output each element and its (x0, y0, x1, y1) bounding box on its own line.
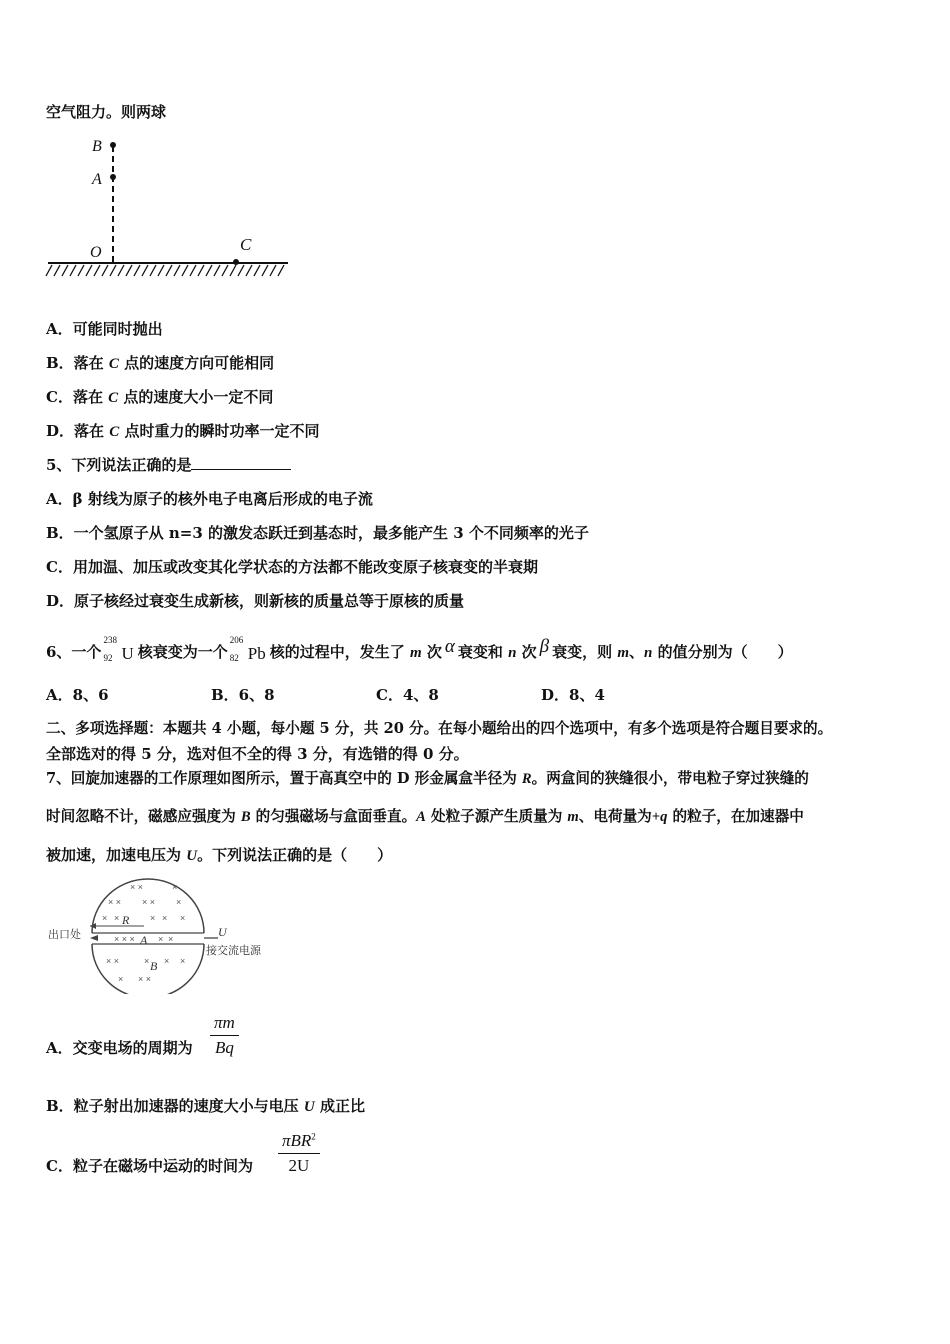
q7-line2: 时间忽略不计，磁感应强度为 B 的匀强磁场与盒面垂直。A 处粒子源产生质量为 m、电荷量为+q 的粒子，在加速器中 (46, 808, 804, 825)
q5-option-d: D．原子核经过衰变生成新核，则新核的质量总等于原核的质量 (46, 592, 465, 610)
label-b: B (92, 138, 102, 155)
svg-text:× ×: × × (106, 956, 120, 966)
q4-stem-tail: 空气阻力。则两球 (46, 103, 167, 121)
label-b: B (150, 959, 158, 973)
label-ac-source: 接交流电源 (206, 944, 261, 957)
q6-option-d: D．8、4 (541, 686, 605, 704)
label-u: U (218, 925, 227, 939)
label-o: O (90, 244, 102, 261)
svg-text:×: × (102, 913, 108, 923)
uranium-nuclide: 238 92 U (103, 635, 134, 663)
svg-text:×: × (114, 913, 120, 923)
svg-text:× ×: × × (142, 897, 156, 907)
q5-option-c: C．用加温、加压或改变其化学状态的方法都不能改变原子核衰变的半衰期 (46, 558, 538, 576)
q4-option-a: A．可能同时抛出 (46, 320, 163, 338)
q5-option-a: A．β 射线为原子的核外电子电离后形成的电子流 (46, 490, 373, 508)
svg-text:×: × (164, 956, 170, 966)
q6-options (46, 685, 706, 705)
q5-option-b: B．一个氢原子从 n=3 的激发态跃迁到基态时，最多能产生 3 个不同频率的光子 (46, 524, 589, 542)
svg-text:× ×: × × (130, 882, 144, 892)
q7-line3: 被加速，加速电压为 U。下列说法正确的是（ ） (46, 846, 393, 864)
q4-option-d: D．落在 C 点时重力的瞬时功率一定不同 (46, 422, 320, 440)
q6-stem: 6、一个 238 92 U 核衰变为一个 206 82 Pb 核的过程中，发生了 m 次 α 衰变和 n 次 β 衰变，则 m、n 的值分别为（ ） (46, 635, 793, 663)
label-a: A (92, 171, 102, 188)
answer-blank (191, 455, 291, 470)
q6-option-b: B．6、8 (211, 686, 275, 704)
q7-line1: 7、回旋加速器的工作原理如图所示，置于高真空中的 D 形金属盒半径为 R。两盒间的狭缝很小，带电粒子穿过狭缝的 (46, 770, 809, 787)
q4-option-c: C．落在 C 点的速度大小一定不同 (46, 388, 274, 406)
q7-option-c: C．粒子在磁场中运动的时间为 (46, 1157, 253, 1175)
section2-heading: 二、多项选择题：本题共 4 小题，每小题 5 分，共 20 分。在每小题给出的四个选项中，有多个选项是符合题目要求的。 (46, 720, 833, 737)
q7-option-a: A．交变电场的周期为 (46, 1039, 193, 1057)
svg-text:×: × (118, 974, 124, 984)
svg-text:×: × (158, 934, 164, 944)
svg-text:×: × (172, 882, 178, 892)
label-r: R (122, 913, 130, 927)
lead-nuclide: 206 82 Pb (229, 635, 266, 663)
section2-note: 全部选对的得 5 分，选对但不全的得 3 分，有选错的得 0 分。 (46, 745, 469, 763)
q6-option-a: A．8、6 (46, 686, 109, 704)
svg-text:×: × (176, 897, 182, 907)
svg-text:× ×: × × (138, 974, 152, 984)
svg-text:×: × (150, 913, 156, 923)
label-c: C (240, 235, 252, 254)
point-a (110, 174, 116, 180)
time-fraction: πBR$^2$ 2U (278, 1131, 320, 1176)
svg-text:×: × (144, 956, 150, 966)
label-exit: 出口处 (48, 928, 81, 941)
q6-option-c: C．4、8 (376, 686, 439, 704)
q7-option-b: B．粒子射出加速器的速度大小与电压 U 成正比 (46, 1097, 365, 1115)
point-b (110, 142, 116, 148)
svg-text:×: × (162, 913, 168, 923)
svg-text:× ×: × × (108, 897, 122, 907)
svg-text:×: × (168, 934, 174, 944)
period-fraction: $\frac{\pi m}{Bq}$ (210, 1013, 239, 1058)
svg-text:× × ×: × × × (114, 934, 135, 944)
cyclotron-figure (46, 874, 286, 994)
svg-text:×: × (180, 913, 186, 923)
q4-option-b: B．落在 C 点的速度方向可能相同 (46, 354, 275, 372)
label-a: A (140, 933, 148, 947)
svg-text:×: × (180, 956, 186, 966)
projectile-figure (44, 134, 294, 284)
q5-stem: 5、下列说法正确的是 (46, 455, 291, 475)
